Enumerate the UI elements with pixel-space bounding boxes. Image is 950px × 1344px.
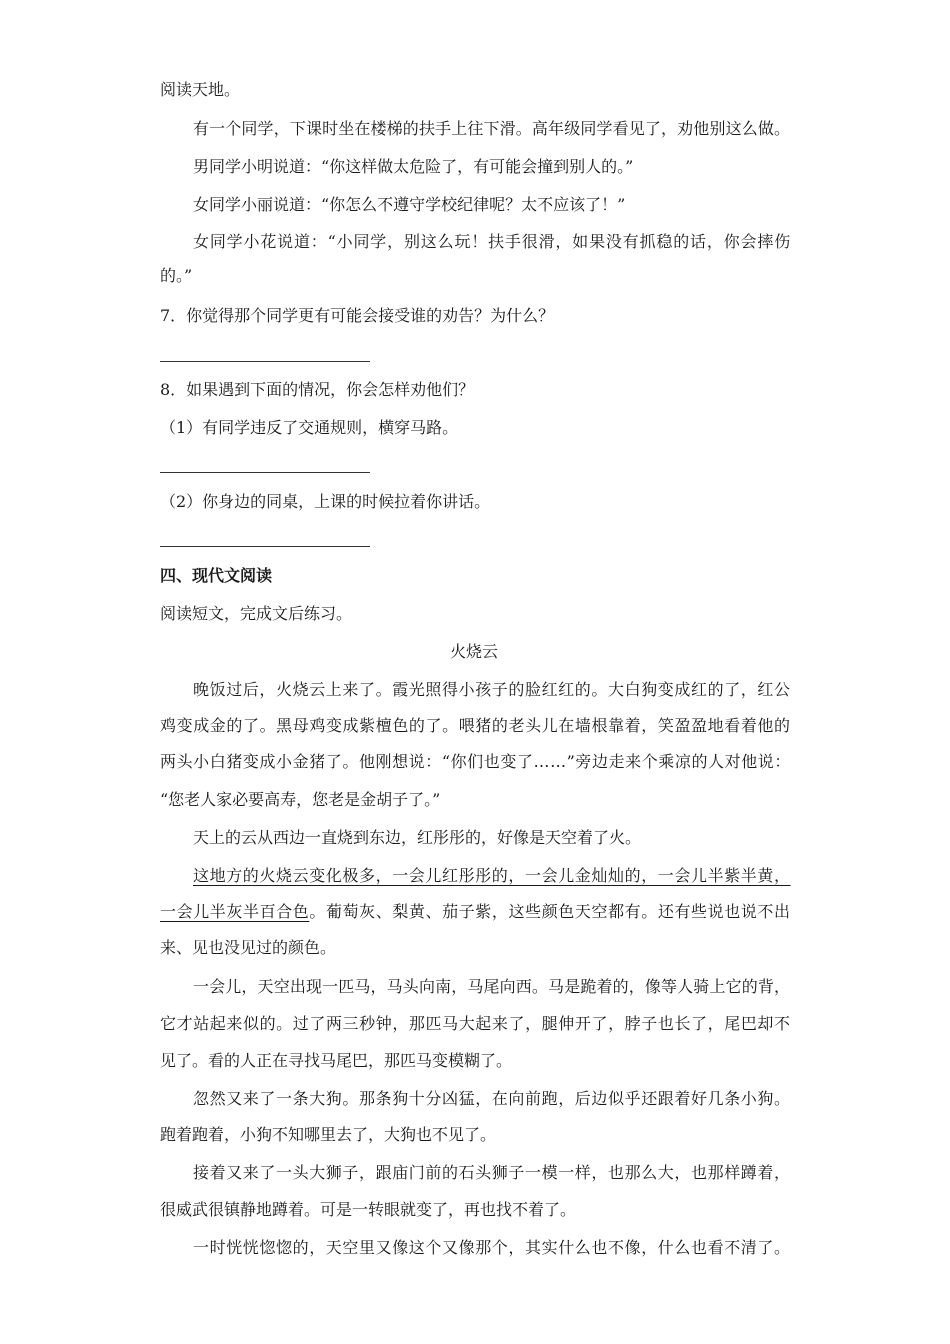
question-8-1: （1）有同学违反了交通规则，横穿马路。 (160, 418, 459, 437)
question-7: 7．你觉得那个同学更有可能会接受谁的劝告？为什么？ (160, 306, 555, 325)
essay-line: 天上的云从西边一直烧到东边，红彤彤的，好像是天空着了火。 (193, 828, 642, 847)
paragraph: 女同学小丽说道：“你怎么不遵守学校纪律呢？太不应该了！” (193, 195, 626, 214)
essay-line: 见了。看的人正在寻找马尾巴，那匹马变模糊了。 (160, 1051, 513, 1070)
essay-line: “您老人家必要高寿，您老是金胡子了。” (160, 790, 441, 809)
question-8-2: （2）你身边的同桌，上课的时候拉着你讲话。 (160, 492, 491, 511)
section-instruction: 阅读短文，完成文后练习。 (160, 604, 353, 623)
essay-title: 火烧云 (450, 642, 499, 661)
essay-line: 很威武很镇静地蹲着。可是一转眼就变了，再也找不着了。 (160, 1200, 577, 1219)
underlined-phrase: 一会儿半灰半百合色 (160, 902, 310, 921)
paragraph: 女同学小花说道：“小同学，别这么玩！扶手很滑，如果没有抓稳的话，你会摔伤 (193, 232, 792, 251)
essay-line: 来、见也没见过的颜色。 (160, 938, 337, 957)
essay-line: 跑着跑着，小狗不知哪里去了，大狗也不见了。 (160, 1125, 497, 1144)
essay-line: 忽然又来了一条大狗。那条狗十分凶猛，在向前跑，后边似乎还跟着好几条小狗。 (193, 1089, 791, 1108)
answer-blank-8-1[interactable] (160, 472, 370, 473)
essay-line (160, 902, 791, 922)
answer-blank-8-2[interactable] (160, 546, 370, 547)
answer-blank-7[interactable] (160, 361, 370, 362)
reading-world-title: 阅读天地。 (160, 80, 241, 99)
essay-line: 鸡变成金的了。黑母鸡变成紫檀色的了。喂猪的老头儿在墙根靠着，笑盈盈地看着他的 (160, 716, 791, 735)
section-heading: 四、现代文阅读 (160, 566, 273, 585)
paragraph: 的。” (160, 266, 193, 285)
essay-line: 一会儿，天空出现一匹马，马头向南，马尾向西。马是跪着的，像等人骑上它的背， (193, 977, 791, 996)
question-8: 8．如果遇到下面的情况，你会怎样劝他们？ (160, 380, 475, 399)
paragraph: 有一个同学，下课时坐在楼梯的扶手上往下滑。高年级同学看见了，劝他别这么做。 (193, 119, 791, 138)
essay-line: 两头小白猪变成小金猪了。他刚想说：“你们也变了……”旁边走来个乘凉的人对他说： (160, 752, 791, 771)
essay-line-underlined: 这地方的火烧云变化极多，一会儿红彤彤的，一会儿金灿灿的，一会儿半紫半黄， (193, 866, 791, 885)
essay-line: 接着又来了一头大狮子，跟庙门前的石头狮子一模一样，也那么大，也那样蹲着， (193, 1163, 791, 1182)
essay-line: 晚饭过后，火烧云上来了。霞光照得小孩子的脸红红的。大白狗变成红的了，红公 (193, 680, 791, 699)
essay-line: 一时恍恍惚惚的，天空里又像这个又像那个，其实什么也不像，什么也看不清了。 (193, 1238, 791, 1257)
paragraph: 男同学小明说道：“你这样做太危险了，有可能会撞到别人的。” (193, 157, 634, 176)
line-rest: 。葡萄灰、梨黄、茄子紫，这些颜色天空都有。还有些说也说不出 (309, 902, 791, 921)
essay-line: 它才站起来似的。过了两三秒钟，那匹马大起来了，腿伸开了，脖子也长了，尾巴却不 (160, 1014, 791, 1033)
